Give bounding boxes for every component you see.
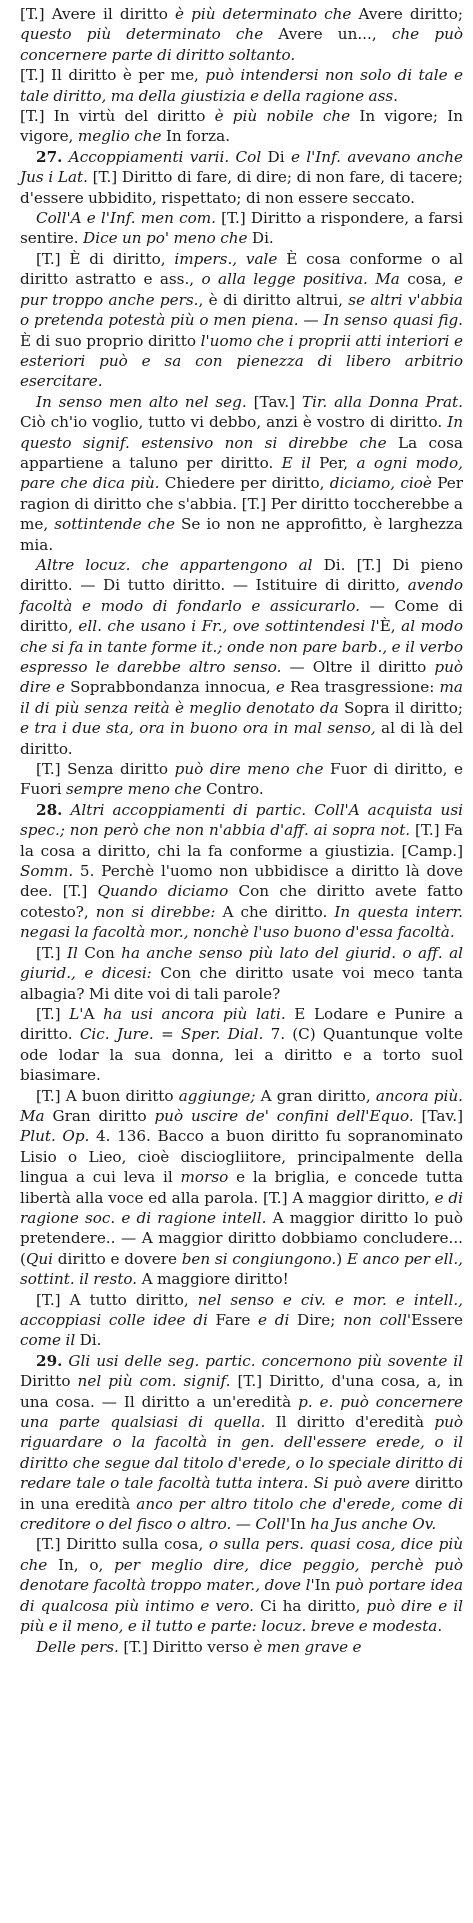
section-27: 27. Accoppiamenti varii. Col Di e l'Inf. avevano anche Jus i Lat. [T.] Diritto di fare, di dire; di non fare, di tacere; d'essere ubbidito, rispettato; di non essere seccato. — [20, 147, 463, 207]
paragraph: [T.] A tutto diritto, nel senso e civ. e mor. e intell., accoppiasi colle idee di Fare e di Dire; non coll'Essere come il Di. — [20, 1290, 463, 1350]
paragraph: Delle pers. [T.] Diritto verso è men grave e — [36, 1637, 362, 1656]
paragraph: [T.] È di diritto, impers., vale È cosa conforme o al diritto astratto e ass., o alla legge positiva. Ma cosa, e pur troppo anche pers., è di diritto altrui, se altri v'abbia o pretenda potestà più o men piena. — In senso quasi fig. È di suo proprio diritto l'uomo che i proprii atti interiori e esteriori può e sa con pienezza di libero arbitrio esercitare. — [20, 249, 464, 391]
paragraph: Altre locuz. che appartengono al Di. [T.] Di pieno diritto. — Di tutto diritto. — Istituire di diritto, avendo facoltà e modo di fondarlo e assicurarlo. — Come di diritto, ell. che usano i Fr., ove sottintendesi l'È, al modo che si fa in tante forme it.; onde non pare barb., e il verbo espresso le darebbe altro senso. — Oltre il diritto può dire e Soprabbondanza innocua, e Rea trasgressione: ma il di più senza reità è meglio denotato da Sopra il diritto; e tra i due sta, ora in buono ora in mal senso, al di là del diritto. — [20, 555, 464, 758]
paragraph: [T.] Senza diritto può dire meno che Fuor di diritto, e Fuori sempre meno che Contro. — [20, 760, 463, 799]
paragraph: Coll'A e l'Inf. men com. [T.] Diritto a rispondere, a farsi sentire. Dice un po' meno che Di. — [20, 209, 463, 248]
paragraph: In senso men alto nel seg. [Tav.] Tir. alla Donna Prat. Ciò ch'io voglio, tutto vi debbo, anzi è vostro di diritto. In questo signif. estensivo non si direbbe che La cosa appartiene a taluno per diritto. E il Per, a ogni modo, pare che dica più. Chiedere per diritto, diciamo, cioè Per ragion di diritto che s'abbia. [T.] Per diritto toccherebbe a me, sottintende che Se io non ne approfitto, è larghezza mia. — [20, 392, 463, 554]
section-28: 28. Altri accoppiamenti di partic. Coll'A acquista usi spec.; non però che non n'abbia d'aff. ai sopra not. [T.] Fa la cosa a diritto, chi la fa conforme a giustizia. [Camp.] Somm. 5. Perchè l'uomo non ubbidisce a diritto là dove dee. [T.] Quando diciamo Con che diritto avete fatto cotesto?, non si direbbe: A che diritto. In questa interr. negasi la facoltà mor., nonchè l'uso buono d'essa facoltà. — [20, 800, 464, 942]
paragraph: [T.] Diritto sulla cosa, o sulla pers. quasi cosa, dice più che In, o, per meglio dire, dice peggio, perchè può denotare facoltà troppo mater., dove l'In può portare idea di qualcosa più intimo e vero. Ci ha diritto, può dire e il più e il meno, e il tutto e parte: locuz. breve e modesta. — [20, 1535, 463, 1636]
paragraph: [T.] In virtù del diritto è più nobile che In vigore; In vigore, meglio che In forza. — [20, 107, 463, 146]
paragraph: [T.] A buon diritto aggiunge; A gran diritto, ancora più. Ma Gran diritto può uscire de' confini dell'Equo. [Tav.] Plut. Op. 4. 136. Bacco a buon diritto fu sopranominato Lisio o Lieo, cioè disciogliitore, principalmente della lingua a cui leva il morso e la briglia, e concede tutta libertà alla voce ed alla parola. [T.] A maggior diritto, e di ragione soc. e di ragione intell. A maggior diritto lo può pretendere.. — A maggior diritto dobbiamo concludere... (Qui diritto e dovere ben si congiungono.) E anco per ell., sottint. il resto. A maggiore diritto! — [20, 1086, 464, 1289]
paragraph: [T.] L'A ha usi ancora più lati. E Lodare e Punire a diritto. Cic. Jure. = Sper. Dial. 7. (C) Quantunque volte ode lodar la sua donna, lei a diritto e a torto suol biasimare. — [20, 1004, 464, 1085]
paragraph: [T.] Avere il diritto è più determinato che Avere diritto; questo più determinato che Avere un..., che può concernere parte di diritto soltanto. — [20, 5, 464, 64]
paragraph: [T.] Il diritto è per me, può intendersi non solo di tale e tale diritto, ma della giustizia e della ragione ass. — [20, 66, 463, 105]
section-29: 29. Gli usi delle seg. partic. concernono più sovente il Diritto nel più com. signif. [T.] Diritto, d'una cosa, a, in una cosa. — Il diritto a un'eredità p. e. può concernere una parte qualsiasi di quella. Il diritto d'eredità può riguardare o la facoltà in gen. dell'essere erede, o il diritto che segue dal titolo d'erede, o lo speciale diritto di redare tale o tale facoltà tutta intera. Si può avere diritto in una eredità anco per altro titolo che d'erede, come di creditore o del fisco o altro. — Coll'In ha Jus anche Ov. — [20, 1351, 464, 1534]
paragraph: [T.] Il Con ha anche senso più lato del giurid. o aff. al giurid., e dicesi: Con che diritto usate voi meco tanta albagia? Mi dite voi di tali parole? — [20, 943, 463, 1003]
